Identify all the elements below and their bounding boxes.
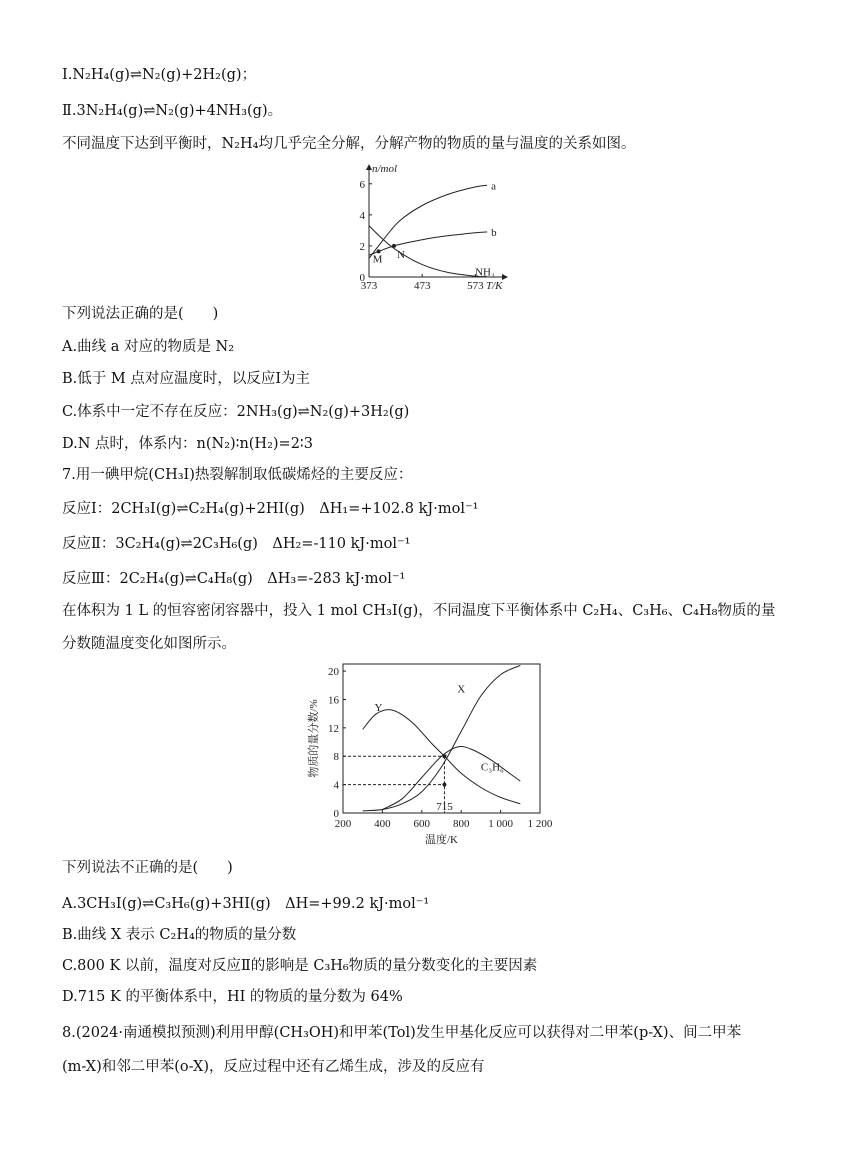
y-tick-label: 6 bbox=[359, 178, 365, 191]
chart-mole-fraction-vs-temperature bbox=[305, 658, 555, 850]
option-7c[interactable]: C.800 K 以前，温度对反应Ⅱ的影响是 C₃H₆物质的量分数变化的主要因素 bbox=[62, 958, 538, 974]
x-tick-label: 573 bbox=[467, 280, 484, 292]
question-6-ask: 下列说法正确的是( ) bbox=[62, 306, 219, 322]
option-6a[interactable]: A.曲线 a 对应的物质是 N₂ bbox=[62, 339, 235, 355]
x-tick-label: 600 bbox=[413, 818, 431, 830]
series-label-Y: Y bbox=[374, 701, 383, 714]
option-7b[interactable]: B.曲线 X 表示 C₂H₄的物质的量分数 bbox=[62, 927, 297, 943]
question-7-intro-a: 在体积为 1 L 的恒容密闭容器中，投入 1 mol CH₃I(g)，不同温度下平衡体系中 C₂H₄、C₃H₆、C₄H₈物质的量 bbox=[62, 603, 776, 619]
option-6c[interactable]: C.体系中一定不存在反应：2NH₃(g)⇌N₂(g)+3H₂(g) bbox=[62, 404, 410, 420]
option-6d[interactable]: D.N 点时，体系内：n(N₂)∶n(H₂)=2∶3 bbox=[62, 436, 313, 452]
y-axis-label: n/mol bbox=[372, 163, 398, 175]
x-tick-label: 800 bbox=[452, 818, 470, 830]
reaction-7-1: 反应Ⅰ：2CH₃I(g)⇌C₂H₄(g)+2HI(g) ΔH₁=+102.8 kJ·mol⁻¹ bbox=[62, 501, 479, 517]
reaction-1: Ⅰ.N₂H₄(g)⇌N₂(g)+2H₂(g)； bbox=[62, 67, 257, 83]
option-7d[interactable]: D.715 K 的平衡体系中，HI 的物质的量分数为 64% bbox=[62, 989, 403, 1005]
question-7-title: 7.用一碘甲烷(CH₃I)热裂解制取低碳烯烃的主要反应： bbox=[62, 467, 413, 483]
y-tick-label: 2 bbox=[359, 240, 365, 253]
y-tick-label: 12 bbox=[328, 722, 339, 735]
option-6b[interactable]: B.低于 M 点对应温度时，以反应Ⅰ为主 bbox=[62, 371, 311, 387]
question-7-intro-b: 分数随温度变化如图所示。 bbox=[62, 636, 236, 652]
annotation-715: 715 bbox=[436, 801, 453, 813]
option-7a[interactable]: A.3CH₃I(g)⇌C₃H₆(g)+3HI(g) ΔH=+99.2 kJ·mol⁻¹ bbox=[62, 896, 430, 912]
point-N bbox=[392, 244, 396, 248]
reaction-7-3: 反应Ⅲ：2C₂H₄(g)⇌C₄H₈(g) ΔH₃=-283 kJ·mol⁻¹ bbox=[62, 571, 406, 587]
series-line-X bbox=[363, 665, 521, 811]
series-label-a: a bbox=[491, 180, 496, 193]
series-label-NH₃: NH₃ bbox=[475, 266, 495, 279]
question-8-line-1: 8.(2024·南通模拟预测)利用甲醇(CH₃OH)和甲苯(Tol)发生甲基化反应可以获得对二甲苯(p-X)、间二甲苯 bbox=[62, 1025, 742, 1041]
x-tick-label: 373 bbox=[360, 280, 378, 292]
y-tick-label: 0 bbox=[333, 808, 339, 820]
y-tick-label: 4 bbox=[359, 209, 365, 222]
question-7-ask: 下列说法不正确的是( ) bbox=[62, 860, 233, 876]
x-tick-label: 1 200 bbox=[527, 818, 553, 830]
x-axis-label: T/K bbox=[486, 280, 503, 292]
point-label-M: M bbox=[372, 253, 383, 266]
reaction-2: Ⅱ.3N₂H₄(g)⇌N₂(g)+4NH₃(g)。 bbox=[62, 103, 283, 119]
question-6-intro: 不同温度下达到平衡时，N₂H₄均几乎完全分解，分解产物的物质的量与温度的关系如图。 bbox=[62, 136, 636, 152]
reaction-7-2: 反应Ⅱ：3C₂H₄(g)⇌2C₃H₆(g) ΔH₂=-110 kJ·mol⁻¹ bbox=[62, 536, 411, 552]
y-tick-label: 0 bbox=[359, 272, 365, 284]
y-axis-label: 物质的量分数/% bbox=[308, 699, 320, 778]
x-tick-label: 400 bbox=[374, 818, 391, 830]
question-8-line-2: (m-X)和邻二甲苯(o-X)，反应过程中还有乙烯生成，涉及的反应有 bbox=[62, 1059, 485, 1075]
x-tick-label: 200 bbox=[334, 818, 352, 830]
x-axis-label: 温度/K bbox=[425, 834, 458, 846]
x-axis-arrow bbox=[502, 274, 508, 280]
chart-n-vs-temperature bbox=[350, 160, 520, 297]
y-tick-label: 16 bbox=[328, 694, 339, 707]
series-label-X: X bbox=[457, 683, 466, 696]
y-tick-label: 4 bbox=[333, 779, 339, 792]
y-tick-label: 20 bbox=[328, 666, 339, 679]
x-tick-label: 473 bbox=[413, 280, 431, 292]
y-tick-label: 8 bbox=[333, 751, 339, 764]
plot-frame bbox=[343, 664, 540, 813]
point-label-N: N bbox=[397, 248, 405, 261]
x-tick-label: 1 000 bbox=[488, 818, 513, 830]
series-label-C₃H₆: C₃H₆ bbox=[480, 761, 504, 774]
series-label-b: b bbox=[491, 226, 497, 239]
series-line-a bbox=[369, 185, 487, 258]
